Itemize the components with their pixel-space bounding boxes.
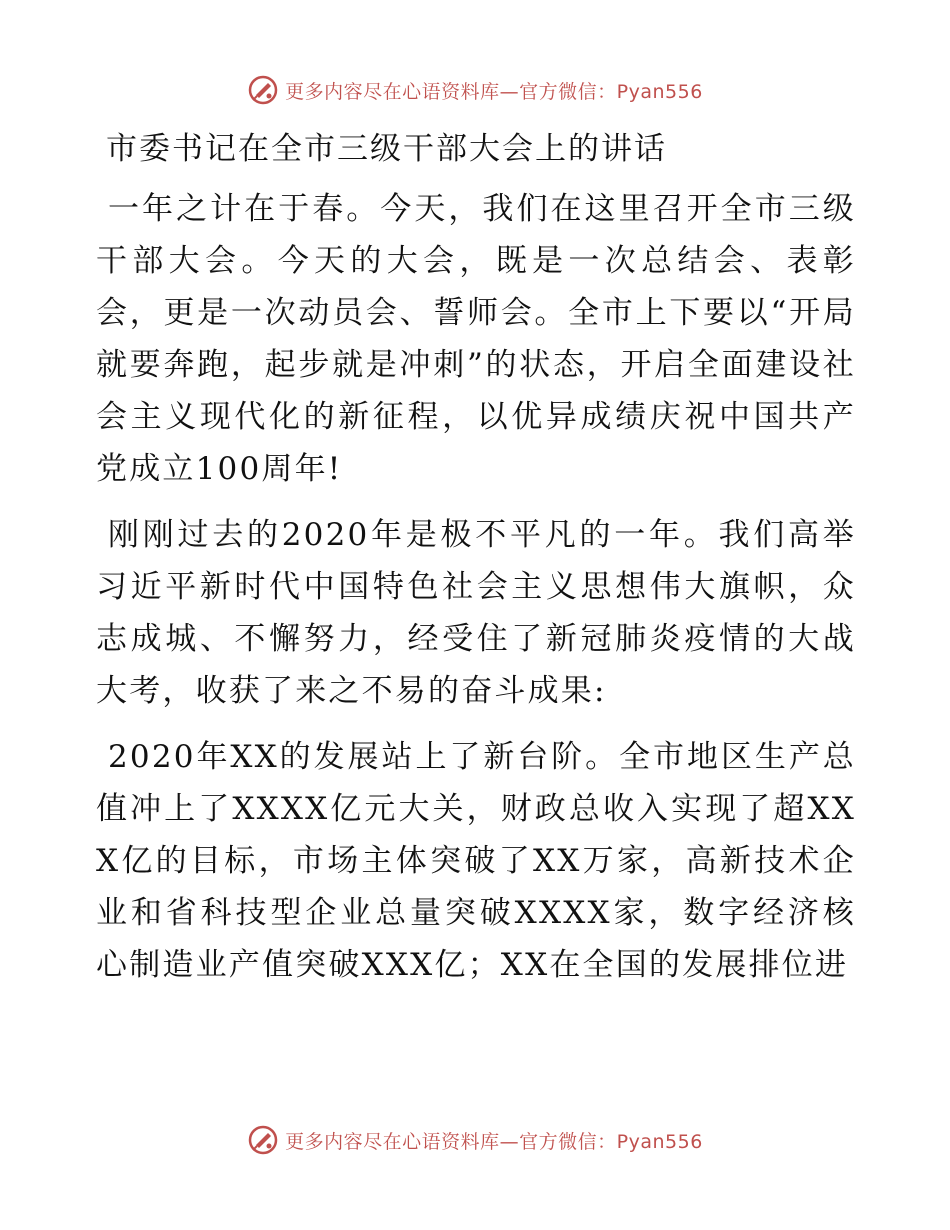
paragraph: 一年之计在于春。今天，我们在这里召开全市三级干部大会。今天的大会，既是一次总结会、表彰会，更是一次动员会、誓师会。全市上下要以“开局就要奔跑，起步就是冲刺”的状态，开启全面建设社会主义现代化的新征程，以优异成绩庆祝中国共产党成立100周年! [96,191,856,487]
document-body [96,123,856,1005]
paragraph: 2020年XX的发展站上了新台阶。全市地区生产总值冲上了XXXX亿元大关，财政总收入实现了超XXX亿的目标，市场主体突破了XX万家，高新技术企业和省科技型企业总量突破XXXX家，数字经济核心制造业产值突破XXX亿；XX在全国的发展排位进 [96,739,856,983]
library-logo-icon [247,74,279,106]
header-watermark-banner [0,70,950,110]
banner-text: 更多内容尽在心语资料库—官方微信：Pyan556 [285,1130,703,1153]
footer-watermark-banner [0,1120,950,1160]
paragraph: 刚刚过去的2020年是极不平凡的一年。我们高举习近平新时代中国特色社会主义思想伟大旗帜，众志成城、不懈努力，经受住了新冠肺炎疫情的大战大考，收获了来之不易的奋斗成果: [96,517,856,709]
document-title: 市委书记在全市三级干部大会上的讲话 [106,131,667,167]
banner-text: 更多内容尽在心语资料库—官方微信：Pyan556 [285,80,703,103]
library-logo-icon [247,1124,279,1156]
